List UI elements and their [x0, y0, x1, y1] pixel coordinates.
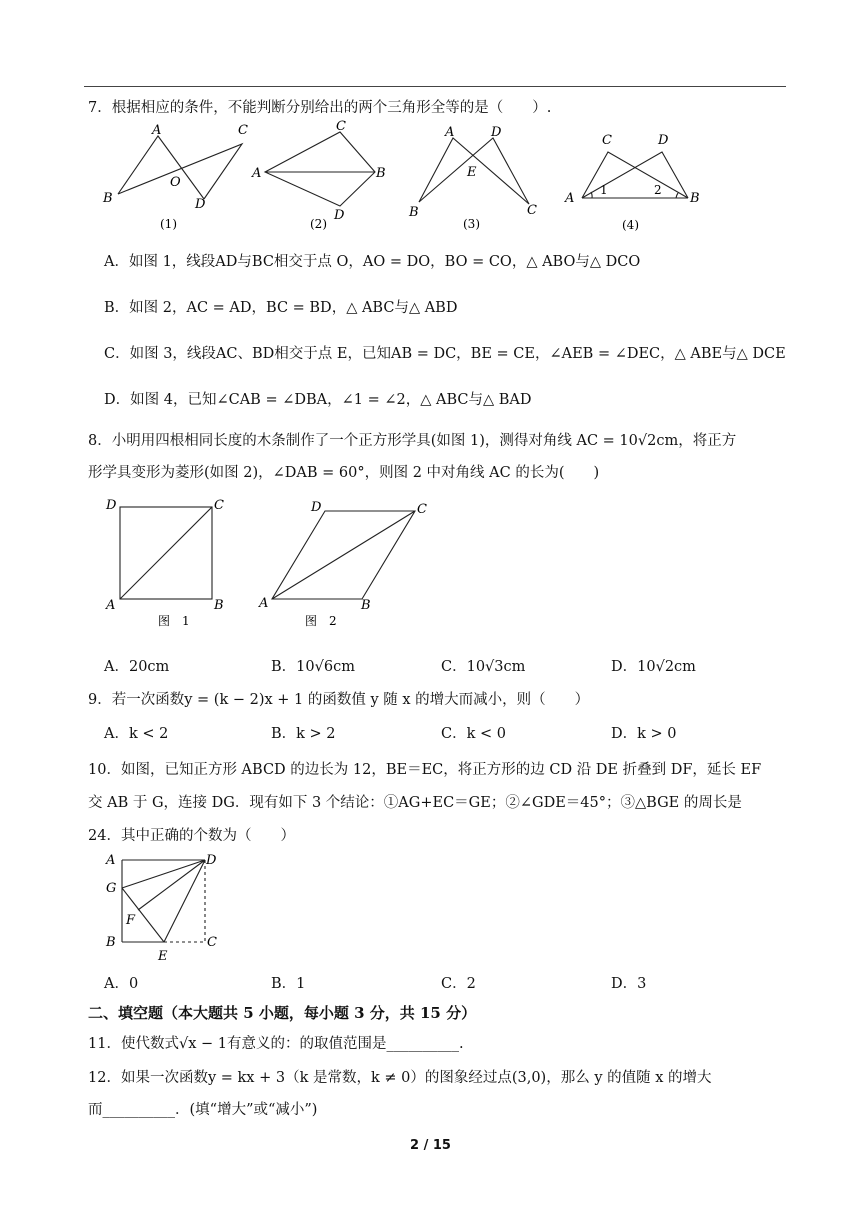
q12-line-2: 而__________．(填“增大”或“减小”) [88, 1102, 318, 1118]
page-number: 2 / 15 [410, 1138, 451, 1153]
top-rule [84, 86, 786, 87]
q7-f1-lines [118, 136, 204, 199]
q8-figure-1 [100, 495, 240, 635]
q7-f2-label-D: D [334, 208, 345, 223]
q7-f3-label-E: E [467, 165, 477, 180]
q8-f1-label-B: B [214, 598, 224, 613]
q7-f1-label-B: B [103, 191, 113, 206]
q7-f1-label-D: D [195, 197, 206, 212]
q10-line-3: 24．其中正确的个数为（ ） [88, 828, 295, 844]
q10-label-D: D [206, 853, 217, 868]
q7-f4-label-D: D [658, 133, 669, 148]
q8-f1-caption: 图 1 [158, 614, 190, 628]
q10-figure [100, 850, 230, 965]
q10-label-B: B [106, 935, 116, 950]
section-2-heading: 二、填空题（本大题共 5 小题，每小题 3 分，共 15 分） [88, 1004, 477, 1022]
q7-option-c: C．如图 3，线段AC、BD相交于点 E，已知AB = DC，BE = CE，∠AEB = ∠DEC，△ ABE与△ DCE [104, 346, 786, 362]
q7-stem: 7．根据相应的条件，不能判断分别给出的两个三角形全等的是（ ）. [88, 100, 552, 116]
q7-f3-label-D: D [491, 125, 502, 140]
q7-f2-caption: (2) [310, 217, 327, 231]
q7-figure-4 [562, 132, 712, 232]
q7-f2-label-C: C [336, 119, 346, 134]
q8-option-b: B．10√6cm [271, 659, 355, 675]
q7-figure-3 [405, 122, 550, 232]
q10-option-b: B．1 [271, 976, 306, 992]
q10-option-a: A．0 [104, 976, 139, 992]
q7-f3-label-A: A [445, 125, 455, 140]
q7-f1-label-C: C [238, 123, 248, 138]
q8-f1-label-C: C [214, 498, 224, 513]
q7-option-d: D．如图 4，已知∠CAB = ∠DBA，∠1 = ∠2，△ ABC与△ BAD [104, 392, 532, 408]
q8-option-d: D．10√2cm [611, 659, 696, 675]
q8-f1-label-D: D [106, 498, 117, 513]
q8-f2-label-B: B [361, 598, 371, 613]
q7-f3-label-C: C [527, 203, 537, 218]
q9-option-a: A．k < 2 [104, 726, 169, 742]
q7-f4-label-C: C [602, 133, 612, 148]
q7-f2-lines [265, 132, 375, 206]
q9-option-c: C．k < 0 [441, 726, 506, 742]
q10-option-d: D．3 [611, 976, 647, 992]
q9-option-b: B．k > 2 [271, 726, 336, 742]
q8-option-c: C．10√3cm [441, 659, 526, 675]
q8-line-1: 8．小明用四根相同长度的木条制作了一个正方形学具(如图 1)，测得对角线 AC = 10√2cm，将正方 [88, 433, 737, 449]
q7-f4-label-A: A [565, 191, 575, 206]
q10-label-E: E [158, 949, 168, 964]
q7-f3-label-B: B [409, 205, 419, 220]
q7-figure-1 [100, 122, 260, 232]
q7-f4-caption: (4) [622, 218, 639, 232]
q10-label-G: G [106, 881, 117, 896]
q8-line-2: 形学具变形为菱形(如图 2)，∠DAB = 60°，则图 2 中对角线 AC 的长为( ) [88, 465, 600, 481]
q8-f1-label-A: A [106, 598, 116, 613]
q10-label-A: A [106, 853, 116, 868]
q8-figure-2 [255, 495, 445, 635]
q7-f4-label-2: 2 [654, 183, 662, 197]
q9-option-d: D．k > 0 [611, 726, 677, 742]
q8-option-a: A．20cm [104, 659, 170, 675]
q7-f1-label-A: A [152, 123, 162, 138]
q12-line-1: 12．如果一次函数y = kx + 3（k 是常数，k ≠ 0）的图象经过点(3,0)，那么 y 的值随 x 的增大 [88, 1070, 712, 1086]
q10-line-2: 交 AB 于 G，连接 DG．现有如下 3 个结论：①AG+EC＝GE；②∠GDE＝45°；③△BGE 的周长是 [88, 795, 742, 811]
q7-option-a: A．如图 1，线段AD与BC相交于点 O，AO = DO，BO = CO，△ ABO与△ DCO [104, 254, 641, 270]
q9-stem: 9．若一次函数y = (k − 2)x + 1 的函数值 y 随 x 的增大而减小，则（ ） [88, 692, 590, 708]
q8-f2-label-C: C [417, 502, 427, 517]
q7-f1-caption: (1) [160, 217, 177, 231]
q7-option-b: B．如图 2，AC = AD，BC = BD，△ ABC与△ ABD [104, 300, 458, 316]
q8-f2-caption: 图 2 [305, 614, 337, 628]
q8-f2-label-A: A [259, 596, 269, 611]
q10-option-c: C．2 [441, 976, 476, 992]
q7-f4-label-1: 1 [600, 183, 608, 197]
q7-f4-label-B: B [690, 191, 700, 206]
q11-stem: 11．使代数式√x − 1有意义的：的取值范围是__________. [88, 1036, 464, 1052]
q10-label-C: C [207, 935, 217, 950]
q7-f2-label-B: B [376, 166, 386, 181]
q7-f2-label-A: A [252, 166, 262, 181]
q8-f2-label-D: D [311, 500, 322, 515]
q10-line-1: 10．如图，已知正方形 ABCD 的边长为 12，BE＝EC，将正方形的边 CD 沿 DE 折叠到 DF，延长 EF [88, 762, 762, 778]
q7-f1-label-O: O [170, 175, 181, 190]
q7-figure-2 [250, 120, 400, 232]
q7-f3-caption: (3) [463, 217, 480, 231]
q10-label-F: F [126, 913, 136, 928]
